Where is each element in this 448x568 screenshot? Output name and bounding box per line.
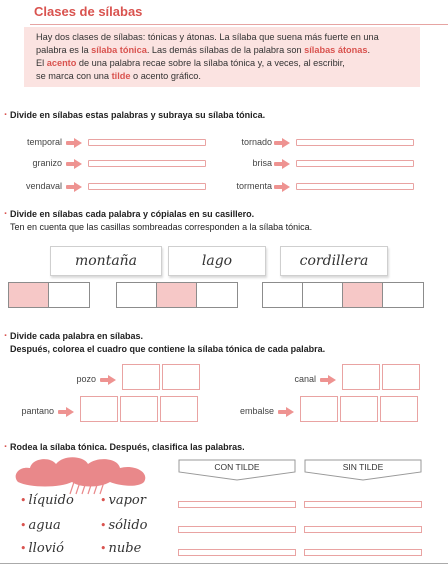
con-tilde-answer-3[interactable] bbox=[178, 549, 296, 556]
syllable-box[interactable] bbox=[80, 396, 118, 422]
intro-line-3: El acento de una palabra recae sobre la sílaba tónica y, a veces, al escribir, bbox=[36, 58, 345, 68]
ex4-word-llovio: • llovió bbox=[20, 541, 64, 556]
syllable-grid-montana bbox=[8, 282, 90, 308]
ex1-answer-3[interactable] bbox=[88, 183, 206, 190]
syllable-box[interactable] bbox=[382, 364, 420, 390]
word-card-lago: lago bbox=[168, 246, 266, 276]
ex1-answer-6[interactable] bbox=[296, 183, 414, 190]
ex1-word-4: tornado bbox=[241, 137, 272, 147]
ex3-word-pantano: pantano bbox=[21, 406, 54, 416]
con-tilde-answer-2[interactable] bbox=[178, 526, 296, 533]
ex4-word-agua: • agua bbox=[20, 518, 61, 533]
ex4-word-liquido: • líquido bbox=[20, 493, 74, 508]
highlight-acento: acento bbox=[46, 58, 77, 68]
ex1-answer-1[interactable] bbox=[88, 139, 206, 146]
title-rule bbox=[30, 24, 448, 25]
syllable-box[interactable] bbox=[342, 364, 380, 390]
bullet-dot-icon: • bbox=[100, 519, 107, 532]
syllable-cell[interactable] bbox=[49, 283, 89, 307]
sin-tilde-answer-1[interactable] bbox=[304, 501, 422, 508]
sin-tilde-label: SIN TILDE bbox=[342, 462, 384, 472]
con-tilde-label: CON TILDE bbox=[214, 462, 260, 472]
exercise-1-title: Divide en sílabas estas palabras y subraya su sílaba tónica. bbox=[10, 110, 266, 120]
ex1-answer-2[interactable] bbox=[88, 160, 206, 167]
syllable-box[interactable] bbox=[300, 396, 338, 422]
syllable-box[interactable] bbox=[122, 364, 160, 390]
ex1-word-5: brisa bbox=[252, 158, 272, 168]
syllable-cell[interactable] bbox=[303, 283, 343, 307]
ex3-word-canal: canal bbox=[294, 374, 316, 384]
bullet-dot-icon: • bbox=[100, 542, 107, 555]
intro-line-2: palabra es la sílaba tónica. Las demás sílabas de la palabra son sílabas átonas. bbox=[36, 45, 371, 55]
ex1-answer-5[interactable] bbox=[296, 160, 414, 167]
ex3-word-embalse: embalse bbox=[239, 406, 274, 416]
bullet-dot-icon: • bbox=[20, 494, 27, 507]
bullet-dot-icon: • bbox=[100, 494, 107, 507]
arrow-right-icon bbox=[278, 407, 294, 417]
highlight-silabas-atonas: sílabas átonas bbox=[304, 45, 368, 55]
arrow-right-icon bbox=[274, 159, 290, 169]
exercise-1-number: . bbox=[4, 106, 8, 118]
exercise-2-title: Divide en sílabas cada palabra y cópialas en su casillero. bbox=[10, 209, 255, 219]
syllable-cell-tonic[interactable] bbox=[157, 283, 197, 307]
bullet-dot-icon: • bbox=[20, 542, 27, 555]
ex4-word-solido: • sólido bbox=[100, 518, 148, 533]
syllable-cell[interactable] bbox=[383, 283, 423, 307]
arrow-right-icon bbox=[66, 138, 82, 148]
exercise-3-number: . bbox=[4, 327, 8, 339]
ex1-word-2: granizo bbox=[32, 158, 62, 168]
arrow-right-icon bbox=[66, 159, 82, 169]
exercise-4-number: . bbox=[4, 438, 8, 450]
syllable-box[interactable] bbox=[120, 396, 158, 422]
page-bottom-rule bbox=[0, 563, 448, 564]
arrow-right-icon bbox=[320, 375, 336, 385]
exercise-3-title: Divide cada palabra en sílabas. bbox=[10, 331, 144, 341]
exercise-3-subtitle: Después, colorea el cuadro que contiene la sílaba tónica de cada palabra. bbox=[10, 344, 326, 354]
sin-tilde-answer-2[interactable] bbox=[304, 526, 422, 533]
exercise-2-subtitle: Ten en cuenta que las casillas sombreadas corresponden a la sílaba tónica. bbox=[10, 222, 313, 232]
highlight-tilde: tilde bbox=[111, 71, 131, 81]
syllable-cell-tonic[interactable] bbox=[343, 283, 383, 307]
word-card-cordillera: cordillera bbox=[280, 246, 388, 276]
arrow-right-icon bbox=[274, 182, 290, 192]
syllable-box[interactable] bbox=[380, 396, 418, 422]
ex4-word-nube: • nube bbox=[100, 541, 142, 556]
syllable-grid-cordillera bbox=[262, 282, 424, 308]
ex4-word-vapor: • vapor bbox=[100, 493, 146, 508]
exercise-2-number: . bbox=[4, 205, 8, 217]
rain-cloud-icon bbox=[10, 452, 160, 496]
page-title: Clases de sílabas bbox=[34, 4, 143, 19]
ex1-word-1: temporal bbox=[26, 137, 62, 147]
arrow-right-icon bbox=[274, 138, 290, 148]
bullet-dot-icon: • bbox=[20, 519, 27, 532]
sin-tilde-answer-3[interactable] bbox=[304, 549, 422, 556]
intro-text bbox=[36, 31, 416, 83]
arrow-right-icon bbox=[66, 182, 82, 192]
syllable-box[interactable] bbox=[340, 396, 378, 422]
syllable-box[interactable] bbox=[160, 396, 198, 422]
syllable-cell[interactable] bbox=[197, 283, 237, 307]
syllable-cell[interactable] bbox=[117, 283, 157, 307]
highlight-silaba-tonica: sílaba tónica bbox=[91, 45, 147, 55]
ex1-word-6: tormenta bbox=[236, 181, 272, 191]
syllable-cell[interactable] bbox=[263, 283, 303, 307]
ex1-word-3: vendaval bbox=[25, 181, 62, 191]
syllable-box[interactable] bbox=[162, 364, 200, 390]
word-card-montana: montaña bbox=[50, 246, 162, 276]
intro-line-4: se marca con una tilde o acento gráfico. bbox=[36, 71, 201, 81]
syllable-grid-lago bbox=[116, 282, 238, 308]
con-tilde-answer-1[interactable] bbox=[178, 501, 296, 508]
exercise-4-title: Rodea la sílaba tónica. Después, clasifica las palabras. bbox=[10, 442, 245, 452]
intro-line-1: Hay dos clases de sílabas: tónicas y átonas. La sílaba que suena más fuerte en una bbox=[36, 32, 379, 42]
ex1-answer-4[interactable] bbox=[296, 139, 414, 146]
arrow-right-icon bbox=[58, 407, 74, 417]
syllable-cell-tonic[interactable] bbox=[9, 283, 49, 307]
ex3-word-pozo: pozo bbox=[76, 374, 96, 384]
arrow-right-icon bbox=[100, 375, 116, 385]
